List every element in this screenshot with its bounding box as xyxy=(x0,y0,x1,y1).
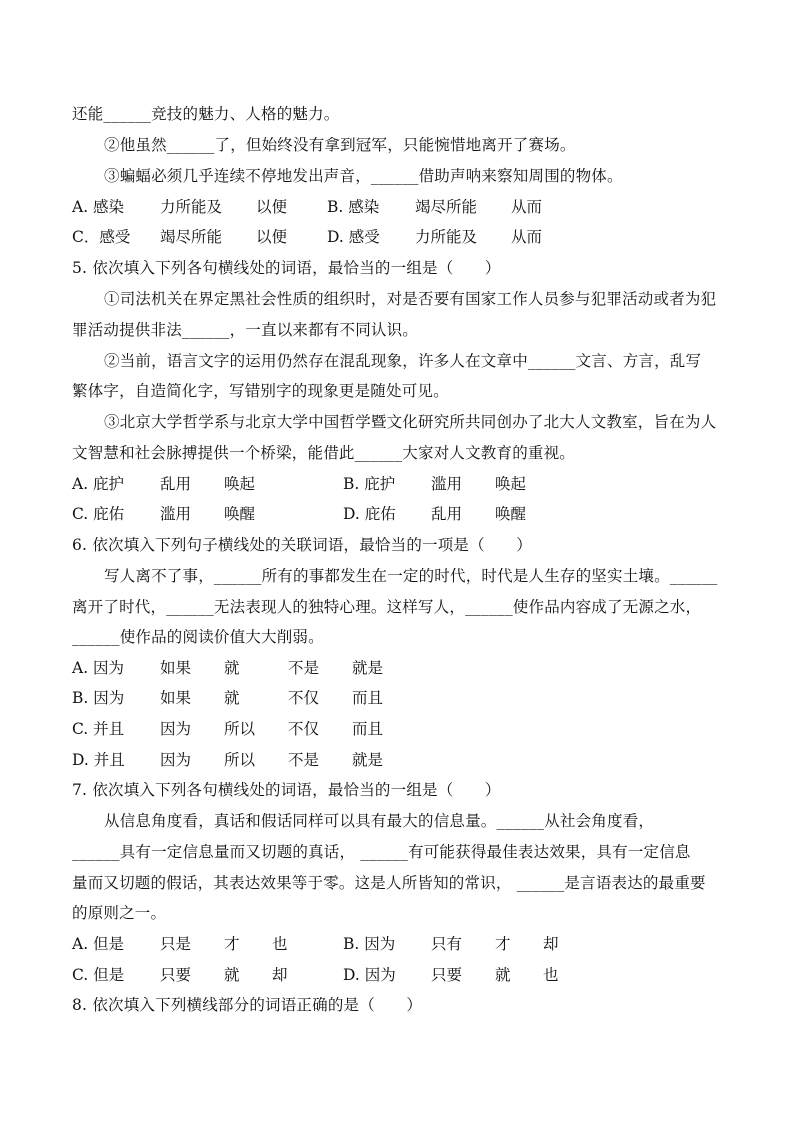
q7-option-b-word3: 才 xyxy=(495,935,511,953)
q7-option-a-word3: 才 xyxy=(224,935,240,953)
q6-option-c-word2: 因为 xyxy=(160,720,192,738)
q7-option-d-label: D. 因为 xyxy=(343,966,396,984)
q6-stem: 6. 依次填入下列句子横线处的关联词语，最恰当的一项是（ ） xyxy=(72,536,532,554)
q4-option-a-word3: 以便 xyxy=(256,198,288,216)
q7-passage-1: 从信息角度看，真话和假话同样可以具有最大的信息量。______从社会角度看， xyxy=(104,812,655,830)
q6-option-b-label: B. 因为 xyxy=(72,689,125,707)
q5-sentence-3b: 文智慧和社会脉搏提供一个桥梁，能借此______大家对人文教育的重视。 xyxy=(72,444,576,462)
q4-option-b-label: B. 感染 xyxy=(327,198,380,216)
q6-option-b-word4: 不仅 xyxy=(288,689,320,707)
q5-option-d-label: D. 庇佑 xyxy=(343,505,396,523)
q7-option-c-label: C. 但是 xyxy=(72,966,125,984)
q6-option-b-word2: 如果 xyxy=(160,689,192,707)
q7-option-a-word2: 只是 xyxy=(160,935,192,953)
q5-option-c-word3: 唤醒 xyxy=(224,505,256,523)
q4-sentence-2: ②他虽然______了，但始终没有拿到冠军，只能惋惜地离开了赛场。 xyxy=(104,136,576,154)
q6-option-c-word4: 不仅 xyxy=(288,720,320,738)
q5-sentence-1a: ①司法机关在界定黑社会性质的组织时，对是否要有国家工作人员参与犯罪活动或者为犯 xyxy=(104,290,717,308)
q4-option-d-word2: 力所能及 xyxy=(415,228,478,246)
q6-option-a-label: A. 因为 xyxy=(72,659,125,677)
q7-option-b-word2: 只有 xyxy=(431,935,463,953)
q4-sentence-3: ③蝙蝠必须几乎连续不停地发出声音，______借助声呐来察知周围的物体。 xyxy=(104,167,623,185)
q7-option-a-label: A. 但是 xyxy=(72,935,125,953)
q7-option-b-word4: 却 xyxy=(543,935,559,953)
q7-option-d-word2: 只要 xyxy=(431,966,463,984)
q6-option-c-label: C. 并且 xyxy=(72,720,125,738)
q5-option-c-label: C. 庇佑 xyxy=(72,505,125,523)
q5-sentence-1b: 罪活动提供非法______，一直以来都有不同认识。 xyxy=(72,321,419,339)
q7-option-a-word4: 也 xyxy=(272,935,288,953)
q4-option-d-word3: 从而 xyxy=(511,228,543,246)
q5-option-a-label: A. 庇护 xyxy=(72,475,125,493)
q5-option-c-word2: 滥用 xyxy=(160,505,192,523)
q7-option-d-word3: 就 xyxy=(495,966,511,984)
q5-option-b-label: B. 庇护 xyxy=(343,475,396,493)
q6-option-d-word3: 所以 xyxy=(224,751,256,769)
q5-sentence-2a: ②当前，语言文字的运用仍然存在混乱现象，许多人在文章中______文言、方言，乱写 xyxy=(104,352,702,370)
q6-passage-2: 离开了时代，______无法表现人的独特心理。这样写人，______使作品内容成了无源之水， xyxy=(72,598,702,616)
q7-option-c-word4: 却 xyxy=(272,966,288,984)
q5-stem: 5. 依次填入下列各句横线处的词语，最恰当的一组是（ ） xyxy=(72,259,501,277)
q5-sentence-2b: 繁体字，自造简化字，写错别字的现象更是随处可见。 xyxy=(72,382,449,400)
q7-option-c-word3: 就 xyxy=(224,966,240,984)
q6-option-d-word4: 不是 xyxy=(288,751,320,769)
q6-passage-3: ______使作品的阅读价值大大削弱。 xyxy=(72,628,324,646)
q6-option-a-word3: 就 xyxy=(224,659,240,677)
q6-option-a-word4: 不是 xyxy=(288,659,320,677)
q6-option-b-word3: 就 xyxy=(224,689,240,707)
q5-option-a-word2: 乱用 xyxy=(160,475,192,493)
q7-stem: 7. 依次填入下列各句横线处的词语，最恰当的一组是（ ） xyxy=(72,781,501,799)
q8-stem: 8. 依次填入下列横线部分的词语正确的是（ ） xyxy=(72,996,423,1014)
q4-option-b-word3: 从而 xyxy=(511,198,543,216)
q6-option-a-word2: 如果 xyxy=(160,659,192,677)
q4-option-c-label: C．感受 xyxy=(72,228,131,246)
q4-option-a-word2: 力所能及 xyxy=(160,198,223,216)
q5-option-d-word3: 唤醒 xyxy=(495,505,527,523)
q6-option-c-word3: 所以 xyxy=(224,720,256,738)
q4-option-c-word3: 以便 xyxy=(256,228,288,246)
q7-option-c-word2: 只要 xyxy=(160,966,192,984)
q7-option-d-word4: 也 xyxy=(543,966,559,984)
q7-passage-4: 的原则之一。 xyxy=(72,904,167,922)
q7-passage-3: 量而又切题的假话，其表达效果等于零。这是人所皆知的常识， ______是言语表达的最重要 xyxy=(72,874,706,892)
q5-option-d-word2: 乱用 xyxy=(431,505,463,523)
q7-option-b-label: B. 因为 xyxy=(343,935,396,953)
q6-passage-1: 写人离不了事，______所有的事都发生在一定的时代，时代是人生存的坚实土壤。______ xyxy=(104,567,718,585)
q6-option-c-word5: 而且 xyxy=(352,720,384,738)
q4-option-c-word2: 竭尽所能 xyxy=(160,228,223,246)
q5-option-b-word2: 滥用 xyxy=(431,475,463,493)
q6-option-d-word5: 就是 xyxy=(352,751,384,769)
q4-option-d-label: D. 感受 xyxy=(327,228,380,246)
q6-option-b-word5: 而且 xyxy=(352,689,384,707)
q5-option-a-word3: 唤起 xyxy=(224,475,256,493)
q7-passage-2: ______具有一定信息量而又切题的真话， ______有可能获得最佳表达效果，具有一定信息 xyxy=(72,843,691,861)
q5-option-b-word3: 唤起 xyxy=(495,475,527,493)
q4-option-b-word2: 竭尽所能 xyxy=(415,198,478,216)
q6-option-a-word5: 就是 xyxy=(352,659,384,677)
q6-option-d-label: D. 并且 xyxy=(72,751,125,769)
q6-option-d-word2: 因为 xyxy=(160,751,192,769)
q4-line0: 还能______竞技的魅力、人格的魅力。 xyxy=(72,105,340,123)
q5-sentence-3a: ③北京大学哲学系与北京大学中国哲学暨文化研究所共同创办了北大人文教室，旨在为人 xyxy=(104,413,717,431)
q4-option-a-label: A. 感染 xyxy=(72,198,125,216)
